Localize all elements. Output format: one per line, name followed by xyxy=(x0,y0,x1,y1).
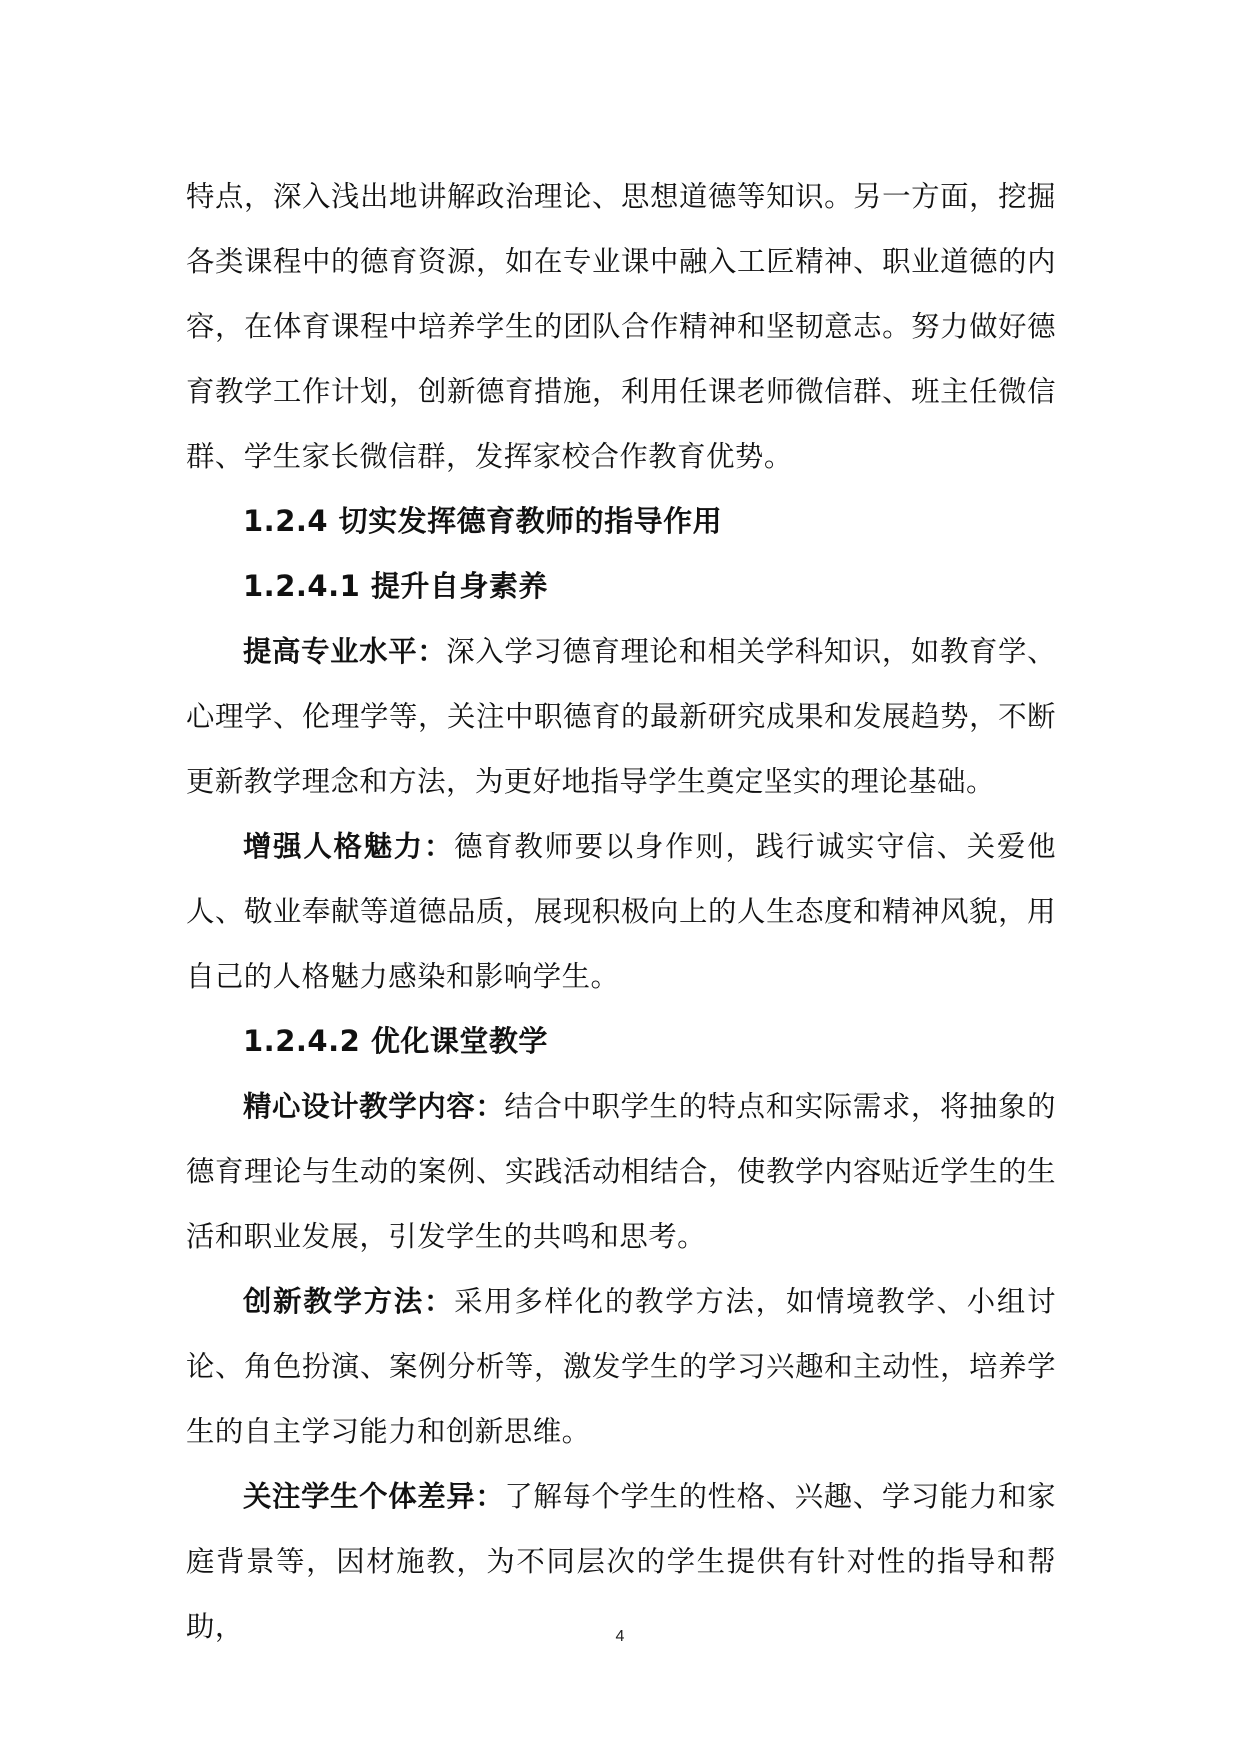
paragraph-lead: 精心设计教学内容： xyxy=(243,1090,505,1123)
paragraph-lead: 关注学生个体差异： xyxy=(243,1480,505,1513)
paragraph-text: 特点，深入浅出地讲解政治理论、思想道德等知识。另一方面，挖掘各类课程中的德育资源，如在专业课中融入工匠精神、职业道德的内容，在体育课程中培养学生的团队合作精神和坚韧意志。努力做好德育教学工作计划，创新德育措施，利用任课老师微信群、班主任微信群、学生家长微信群，发挥家校合作教育优势。 xyxy=(186,180,1056,473)
paragraph-text: 深入学习德育理论和相关学科知识，如教育学、心理学、伦理学等，关注中职德育的最新研究成果和发展趋势，不断更新教学理念和方法，为更好地指导学生奠定坚实的理论基础。 xyxy=(186,635,1056,798)
paragraph-lead: 增强人格魅力： xyxy=(243,830,455,863)
paragraph-text: 德育教师要以身作则，践行诚实守信、关爱他人、敬业奉献等道德品质，展现积极向上的人生态度和精神风貌，用自己的人格魅力感染和影响学生。 xyxy=(186,830,1056,993)
subsection-heading-1-2-4-1: 1.2.4.1 提升自身素养 xyxy=(243,569,548,603)
subsection-heading-1-2-4-2: 1.2.4.2 优化课堂教学 xyxy=(243,1024,548,1058)
paragraph-personal-charm xyxy=(186,814,1056,1009)
paragraph-lead: 创新教学方法： xyxy=(243,1285,455,1318)
page-body xyxy=(186,164,1056,1659)
page-number: 4 xyxy=(615,1628,625,1645)
paragraph-lead: 提高专业水平： xyxy=(243,635,447,668)
paragraph-teaching-content xyxy=(186,1074,1056,1269)
paragraph-continuation xyxy=(186,164,1056,489)
paragraph-text: 结合中职学生的特点和实际需求，将抽象的德育理论与生动的案例、实践活动相结合，使教学内容贴近学生的生活和职业发展，引发学生的共鸣和思考。 xyxy=(186,1090,1056,1253)
paragraph-text: 了解每个学生的性格、兴趣、学习能力和家庭背景等，因材施教，为不同层次的学生提供有针对性的指导和帮助， xyxy=(186,1480,1056,1643)
paragraph-teaching-methods xyxy=(186,1269,1056,1464)
paragraph-text: 采用多样化的教学方法，如情境教学、小组讨论、角色扮演、案例分析等，激发学生的学习兴趣和主动性，培养学生的自主学习能力和创新思维。 xyxy=(186,1285,1056,1448)
section-heading-1-2-4: 1.2.4 切实发挥德育教师的指导作用 xyxy=(243,504,723,538)
paragraph-professional-level xyxy=(186,619,1056,814)
